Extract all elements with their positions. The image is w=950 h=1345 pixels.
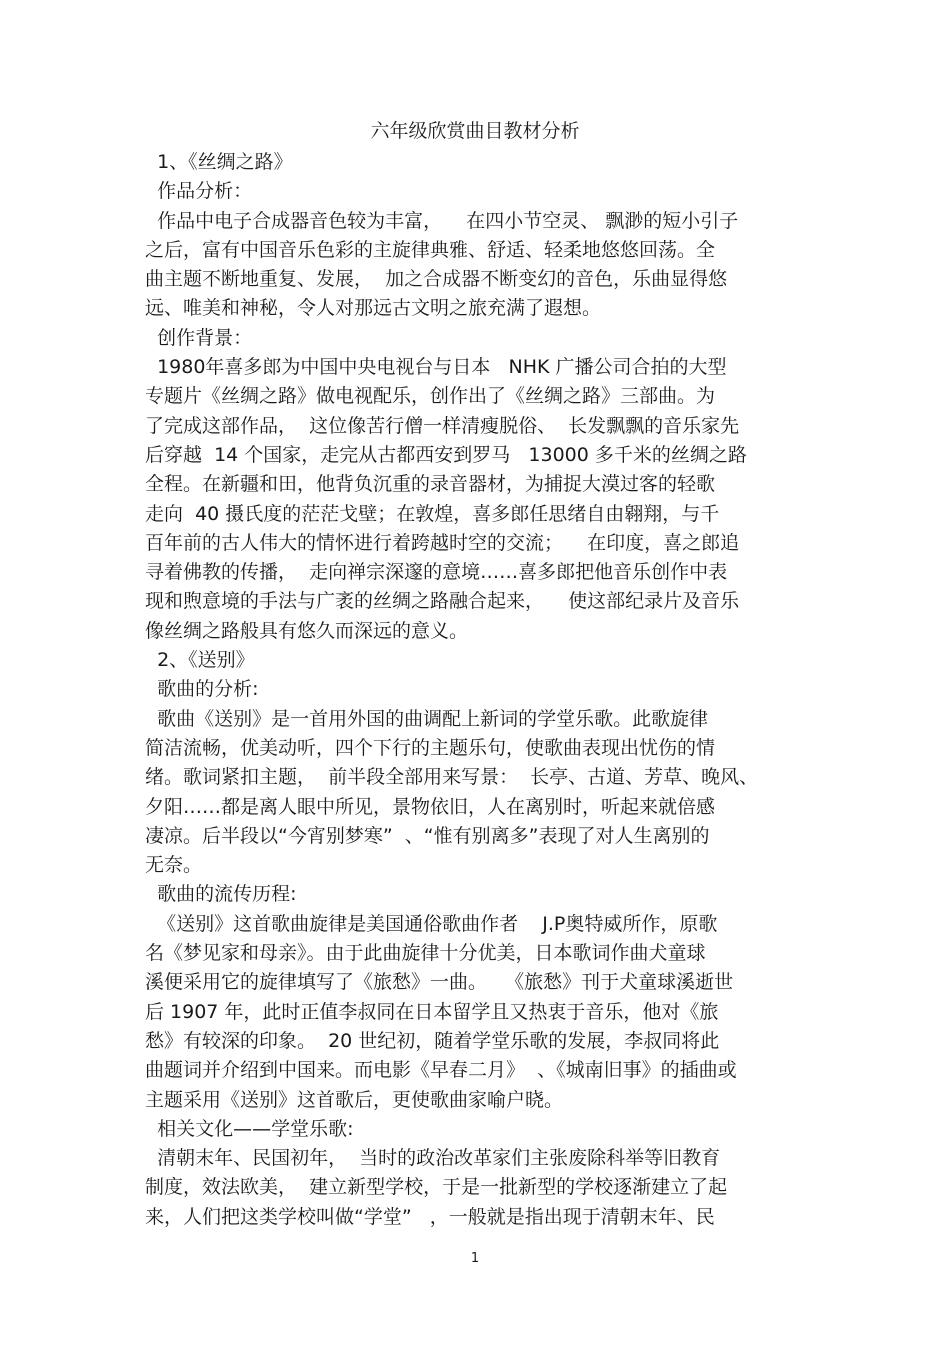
text-line: 凄凉。后半段以“今宵别梦寒” 、“惟有别离多”表现了对人生离别的	[145, 824, 710, 847]
text-line: 1980年喜多郎为中国中央电视台与日本 NHK 广播公司合拍的大型	[145, 356, 727, 379]
text-line: 作品中电子合成器音色较为丰富， 在四小节空灵、 飘渺的短小引子	[145, 209, 739, 232]
text-line: 曲主题不断地重复、发展， 加之合成器不断变幻的音色，乐曲显得悠	[145, 268, 728, 291]
text-line: 作品分析：	[145, 180, 253, 203]
text-line: 来，人们把这类学校叫做“学堂” ，一般就是指出现于清朝末年、民	[145, 1205, 715, 1228]
text-line: 无奈。	[145, 854, 203, 877]
text-line: 制度，效法欧美， 建立新型学校，于是一批新型的学校逐渐建立了起	[145, 1176, 728, 1199]
text-line: 走向 40 摄氏度的茫茫戈壁；在敦煌，喜多郎任思绪自由翱翔，与千	[145, 502, 720, 525]
text-line: 后穿越 14 个国家，走完从古都西安到罗马 13000 多千米的丝绸之路	[145, 443, 747, 466]
text-line: 主题采用《送别》这首歌后，更使歌曲家喻户晓。	[145, 1088, 564, 1111]
text-line: 溪便采用它的旋律填写了《旅愁》一曲。 《旅愁》刊于犬童球溪逝世	[145, 971, 734, 994]
text-line: 相关文化——学堂乐歌:	[145, 1117, 354, 1140]
text-line: 歌曲的分析:	[145, 678, 259, 701]
page-number: 1	[470, 1251, 480, 1266]
text-line: 远、唯美和神秘，令人对那远古文明之旅充满了遐想。	[145, 297, 602, 320]
text-line: 愁》有较深的印象。 20 世纪初，随着学堂乐歌的发展，李叔同将此	[145, 1029, 720, 1052]
text-line: 名《梦见家和母亲》。由于此曲旋律十分优美，日本歌词作曲犬童球	[145, 942, 706, 965]
text-line: 绪。歌词紧扣主题， 前半段全部用来写景： 长亭、古道、芳草、晚风、	[145, 766, 759, 789]
text-line: 专题片《丝绸之路》做电视配乐，创作出了《丝绸之路》三部曲。为	[145, 385, 716, 408]
text-line: 寻着佛教的传播， 走向禅宗深邃的意境……喜多郎把他音乐创作中表	[145, 561, 728, 584]
page-title: 六年级欣赏曲目教材分析	[370, 120, 580, 142]
text-line: 之后，富有中国音乐色彩的主旋律典雅、舒适、轻柔地悠悠回荡。全	[145, 238, 716, 261]
text-line: 1、《丝绸之路》	[145, 151, 293, 173]
text-line: 歌曲的流传历程:	[145, 883, 297, 906]
text-line: 歌曲《送别》是一首用外国的曲调配上新词的学堂乐歌。此歌旋律	[145, 707, 709, 730]
text-line: 像丝绸之路般具有悠久而深远的意义。	[145, 619, 469, 642]
text-line: 创作背景：	[145, 326, 253, 349]
text-line: 曲题词并介绍到中国来。而电影《早春二月》 、《城南旧事》的插曲或	[145, 1059, 737, 1082]
text-line: 后 1907 年，此时正值李叔同在日本留学且又热衷于音乐，他对《旅	[145, 1000, 719, 1023]
text-line: 清朝末年、民国初年， 当时的政治改革家们主张废除科举等旧教育	[145, 1147, 721, 1170]
text-line: 现和煦意境的手法与广袤的丝绸之路融合起来， 使这部纪录片及音乐	[145, 590, 740, 613]
text-line: 《送别》这首歌曲旋律是美国通俗歌曲作者 J.P奥特威所作，原歌	[145, 912, 718, 935]
text-line: 简洁流畅，优美动听，四个下行的主题乐句，使歌曲表现出忧伤的情	[145, 736, 716, 759]
body-text	[145, 148, 810, 1232]
text-line: 2、《送别》	[145, 649, 255, 672]
text-line: 百年前的古人伟大的情怀进行着跨越时空的交流； 在印度，喜之郎追	[145, 531, 740, 554]
text-line: 全程。在新疆和田，他背负沉重的录音器材，为捕捉大漠过客的轻歌	[145, 473, 716, 496]
text-line: 夕阳……都是离人眼中所见，景物依旧，人在离别时，听起来就倍感	[145, 795, 716, 818]
text-line: 了完成这部作品， 这位像苦行僧一样清瘦脱俗、 长发飘飘的音乐家先	[145, 414, 740, 437]
